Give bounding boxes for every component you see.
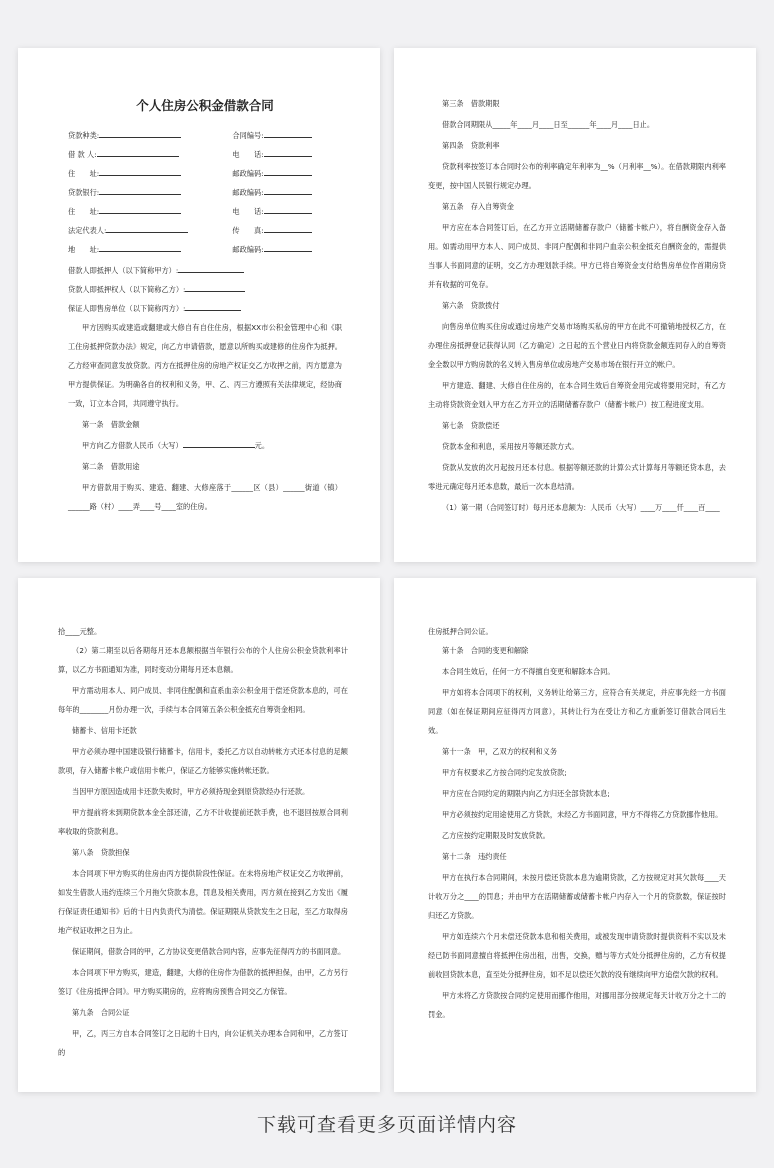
article-4-text: 贷款利率按签订本合同时公布的利率确定年利率为__%（月利率__%）。在借款期限内利率变更，按中国人民银行规定办理。 xyxy=(428,162,726,190)
article-10-text-1: 本合同生效后，任何一方不得擅自变更和解除本合同。 xyxy=(442,667,615,676)
loan-amount-field[interactable] xyxy=(183,436,255,448)
party-line xyxy=(68,261,342,280)
phone-label: 电 话: xyxy=(232,150,264,159)
article-6-heading: 第六条 贷款拨付 xyxy=(442,301,500,310)
fax-field[interactable] xyxy=(264,221,312,233)
article-12-text-2: 甲方如连续六个月未偿还贷款本息和相关费用，或被发现申请贷款时提供资料不实以及未经已防书面同意擅自将抵押住房出租，出售，交换，赠与等方式处分抵押住房的，乙方有权提前收回贷款本息，直至处分抵押住房，如不足以偿还欠款的没有继续向甲方追偿欠款的权利。 xyxy=(428,932,726,979)
article-7-text-1: 贷款本金和利息，采用按月等额还款方式。 xyxy=(442,442,579,451)
article-8-text-2: 保证期间，借款合同的甲，乙方协议变更借款合同内容，应事先征得丙方的书面同意。 xyxy=(72,947,346,956)
card-repayment-heading: 储蓄卡、信用卡还款 xyxy=(72,726,137,735)
address-label: 住 址: xyxy=(68,207,100,216)
document-page-3 xyxy=(18,578,380,1092)
party-b-field[interactable] xyxy=(185,280,245,292)
article-2-heading: 第二条 借款用途 xyxy=(82,462,140,471)
document-page-4 xyxy=(394,578,756,1092)
article-11-item: 甲方必须按约定用途使用乙方贷款，未经乙方书面同意，甲方不得将乙方贷款挪作他用。 xyxy=(442,810,723,819)
lender-bank-field[interactable] xyxy=(99,183,181,195)
article-10-text-2: 甲方如将本合同项下的权利，义务转让给第三方，应符合有关规定，并应事先经一方书面同意（如在保证期间应征得丙方同意），其转让行为在受让方和乙方重新签订借款合同后生效。 xyxy=(428,688,726,735)
article-12-text-3: 甲方未将乙方贷款按合同约定使用而挪作他用，对挪用部分按规定每天计收万分之十二的罚金。 xyxy=(428,991,726,1019)
article-8-text-3: 本合同项下甲方购买，建造，翻建，大修的住房作为借款的抵押担保，由甲，乙方另行签订《住房抵押合同》。甲方购买期房的，应将购房预售合同交乙方保管。 xyxy=(58,968,348,996)
article-11-item: 甲方应在合同约定的期限内向乙方归还全部贷款本息; xyxy=(442,789,610,798)
address-label: 地 址: xyxy=(68,245,100,254)
contract-number-field[interactable] xyxy=(264,126,312,138)
article-1-label: 甲方向乙方借款人民币（大写） xyxy=(82,441,183,450)
article-8-heading: 第八条 贷款担保 xyxy=(72,848,130,857)
article-10-heading: 第十条 合同的变更和解除 xyxy=(442,646,529,655)
party-c-label: 保证人即售房单位（以下简称丙方）: xyxy=(68,304,186,313)
continuation-line: 住房抵押合同公证。 xyxy=(428,627,493,636)
postcode-label: 邮政编码: xyxy=(232,169,264,178)
postcode-field[interactable] xyxy=(264,164,312,176)
article-6-text-1: 向售房单位购买住房或通过房地产交易市场购买私房的甲方在此不可撤销地授权乙方，在办理住房抵押登记获得认同（乙方确定）之日起的五个营业日内将贷款金额连同存入的自筹资金全数以甲方购房款的名义转入售房单位或房地产交易市场在银行开立的帐户。 xyxy=(428,322,726,369)
fund-offset-paragraph: 甲方需动用本人、同户成员、非同住配偶和直系血亲公积金用于偿还贷款本息的，可在每年的________月份办理一次，手续与本合同第五条公积金抵充自筹资金相同。 xyxy=(58,686,348,714)
lender-bank-label: 贷款银行: xyxy=(68,188,100,197)
article-9-text: 甲，乙，丙三方自本合同签订之日起的十日内，向公证机关办理本合同和甲，乙方签订的 xyxy=(58,1029,348,1057)
party-c-field[interactable] xyxy=(185,299,241,311)
loan-type-label: 贷款种类: xyxy=(68,131,100,140)
borrower-label: 借 款 人: xyxy=(68,150,97,159)
contract-number-label: 合同编号: xyxy=(232,131,264,140)
postcode-field[interactable] xyxy=(264,183,312,195)
postcode-label: 邮政编码: xyxy=(232,188,264,197)
field-row xyxy=(68,164,342,183)
article-7-text-3: （1）第一期（合同签订时）每月还本息额为：人民币（大写）____万____仟____百____ xyxy=(442,503,720,512)
field-row xyxy=(68,240,342,259)
article-4-heading: 第四条 贷款利率 xyxy=(442,141,500,150)
field-row xyxy=(68,126,342,145)
address-label: 住 址: xyxy=(68,169,100,178)
field-row xyxy=(68,183,342,202)
repayment-paragraph-2: （2）第二期至以后各期每月还本息额根据当年银行公布的个人住房公积金贷款利率计算，以乙方书面通知为准，同时变动分期每月还本息额。 xyxy=(58,646,348,674)
download-more-caption[interactable]: 下载可查看更多页面详情内容 xyxy=(256,1114,517,1136)
article-7-heading: 第七条 贷款偿还 xyxy=(442,421,500,430)
party-a-field[interactable] xyxy=(178,261,244,273)
article-3-text: 借款合同期限从_____年____月____日至______年____月____日止。 xyxy=(442,120,655,129)
legal-rep-label: 法定代表人: xyxy=(68,226,107,235)
field-row xyxy=(68,221,342,240)
continuation-line: 拾____元整。 xyxy=(58,627,102,636)
party-line xyxy=(68,299,342,318)
loan-type-field[interactable] xyxy=(99,126,181,138)
article-7-text-2: 贷款从发放的次月起按月还本付息。根据等额还款的计算公式计算每月等额还贷本息，去零进元确定每月还本息数，最后一次本息结清。 xyxy=(428,463,726,491)
address-field[interactable] xyxy=(99,202,181,214)
document-page-2 xyxy=(394,48,756,562)
borrower-field[interactable] xyxy=(97,145,179,157)
card-failure-paragraph: 当因甲方原因造成用卡还款失败时，甲方必须持现金到原贷款经办行还款。 xyxy=(72,787,310,796)
article-1-text xyxy=(68,436,342,455)
phone-label: 电 话: xyxy=(232,207,264,216)
article-12-heading: 第十二条 违约责任 xyxy=(442,852,507,861)
early-repayment-paragraph: 甲方提前将未到期贷款本金全部还清，乙方不计收提前还款手费，也不退回按原合同利率收取的贷款利息。 xyxy=(58,808,348,836)
document-page-1 xyxy=(18,48,380,562)
legal-rep-field[interactable] xyxy=(106,221,188,233)
article-11-heading: 第十一条 甲，乙双方的权利和义务 xyxy=(442,747,558,756)
postcode-label: 邮政编码: xyxy=(232,245,264,254)
article-12-text-1: 甲方在执行本合同期间，未按月偿还贷款本息为逾期贷款，乙方按规定对其欠款每____天计收万分之____的罚息；并由甲方在活期储蓄或储蓄卡帐户内存入一个月的贷款数，保证按时归还乙方贷款。 xyxy=(428,873,726,920)
intro-paragraph: 甲方因购买或建造或翻建或大修自有自住住房，根据XX市公积金管理中心和《职工住房抵押贷款办法》规定，向乙方申请借款，愿意以所购买或建修的住房作为抵押。乙方经审查同意发放贷款。丙方在抵押住房的房地产权证交乙方收押之前，丙方愿意为甲方提供保证。为明确各自的权利和义务，甲、乙、丙三方遵照有关法律规定，经协商一致，订立本合同，共同遵守执行。 xyxy=(68,323,342,408)
card-repayment-paragraph: 甲方必须办理中国建设银行储蓄卡，信用卡，委托乙方以自动转帐方式还本付息的足额款项，存入储蓄卡帐户或信用卡帐户，保证乙方能够实施转帐还款。 xyxy=(58,747,348,775)
party-info-form xyxy=(68,126,342,259)
article-11-item: 甲方有权要求乙方按合同约定发放贷款; xyxy=(442,768,567,777)
address-field[interactable] xyxy=(99,240,181,252)
article-3-heading: 第三条 借款期限 xyxy=(442,99,500,108)
address-field[interactable] xyxy=(99,164,181,176)
article-5-heading: 第五条 存入自筹资金 xyxy=(442,202,514,211)
article-1-heading: 第一条 借款金额 xyxy=(82,420,140,429)
article-8-text-1: 本合同项下甲方购买的住房由丙方提供阶段性保证。在未将房地产权证交乙方收押前，如发生借款人违约连续三个月拖欠贷款本息，罚息及相关费用，丙方须在接到乙方发出《履行保证责任通知书》后的十日内负责代为清偿。保证期限从贷款发生之日起，至乙方取得房地产权证收押之日为止。 xyxy=(58,869,348,935)
article-6-text-2: 甲方建造、翻建、大修自住住房的，在本合同生效后自筹资金用完或将要用完时，有乙方主动将贷款资金划入甲方在乙方开立的活期储蓄存款户（储蓄卡帐户）按工程进度支用。 xyxy=(428,381,726,409)
article-2-text: 甲方借款用于购买、建造、翻建、大修座落于______区（县）______街道（镇）______路（村）____弄____号____室的住房。 xyxy=(68,483,342,511)
field-row xyxy=(68,202,342,221)
party-b-label: 贷款人即抵押权人（以下简称乙方）: xyxy=(68,285,186,294)
field-row xyxy=(68,145,342,164)
article-1-unit: 元。 xyxy=(254,441,270,450)
party-line xyxy=(68,280,342,299)
party-a-label: 借款人即抵押人（以下简称甲方）: xyxy=(68,266,179,275)
contract-title: 个人住房公积金借款合同 xyxy=(136,98,274,113)
fax-label: 传 真: xyxy=(232,226,264,235)
postcode-field[interactable] xyxy=(264,240,312,252)
article-5-text: 甲方应在本合同签订后，在乙方开立活期储蓄存款户（储蓄卡帐户），将自酬资金存入备用。如需动用甲方本人、同户成员、非同户配偶和非同户血亲公积金抵充自酬资金的，需提供当事人书面同意的证明，交乙方办理划款手续。甲方已将自筹资金支付给售房单位作首期房贷并有收据的可免存。 xyxy=(428,223,726,289)
article-11-item: 乙方应按约定期限及时发放贷款。 xyxy=(442,831,550,840)
article-9-heading: 第九条 合同公证 xyxy=(72,1008,130,1017)
phone-field[interactable] xyxy=(264,202,312,214)
phone-field[interactable] xyxy=(264,145,312,157)
